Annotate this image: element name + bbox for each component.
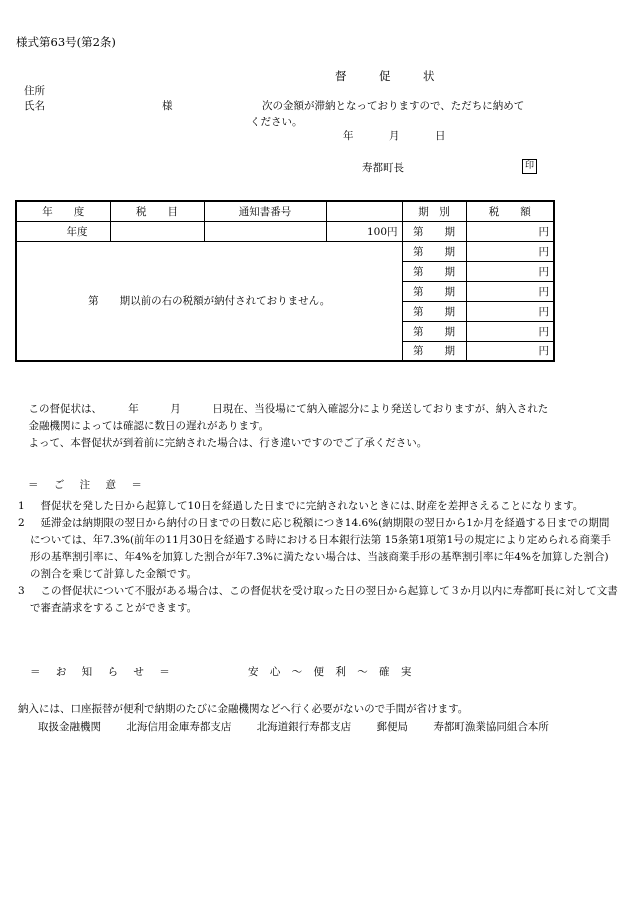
date-month: 月: [389, 130, 400, 142]
issuer-name: 寿都町長: [362, 162, 404, 174]
cell-amount: 円: [466, 261, 554, 281]
table-header-row: [16, 201, 554, 221]
header-year: 年 度: [16, 201, 110, 221]
honorific: 様: [162, 100, 173, 112]
institution-item: 北海信用金庫寿都支店: [126, 721, 232, 733]
note-number: 1: [18, 500, 25, 512]
note-item: [18, 498, 618, 515]
confirmation-paragraph: [18, 401, 618, 452]
cell-period: 第 期: [402, 221, 466, 241]
header-blank: [326, 201, 402, 221]
institution-item: 郵便局: [376, 721, 409, 733]
title-char-1: 督: [335, 69, 347, 83]
cell-amount: 円: [466, 221, 554, 241]
cell-amount: 円: [466, 321, 554, 341]
cell-amount: 円: [466, 341, 554, 361]
cell-period: 第 期: [402, 241, 466, 261]
cell-tax-item: [110, 221, 204, 241]
note-item: [18, 583, 618, 617]
info-heading: ＝ お 知 ら せ ＝: [30, 666, 176, 678]
paragraph-line: 金融機関によっては確認に数日の遅れがあります。: [18, 420, 270, 432]
info-slogan: 安 心 ～ 便 利 ～ 確 実: [248, 666, 416, 678]
issue-date: [343, 131, 481, 142]
note-text: 督促状を発した日から起算して10日を経過した日までに完納されないときには､財産を差押さえることになります。: [30, 500, 584, 512]
note-number: 2: [18, 517, 25, 529]
cell-year: 年度: [16, 221, 110, 241]
institution-item: 寿都町漁業協同組合本所: [433, 721, 549, 733]
notes-section: [18, 477, 618, 617]
cell-amount: 円: [466, 241, 554, 261]
paragraph-line: この督促状は、 年 月 日現在、当役場にて納入確認分により発送しておりますが、納入された: [18, 403, 549, 415]
cell-period: 第 期: [402, 261, 466, 281]
unpaid-notice: 第 期以前の右の税額が納付されておりません。: [16, 241, 402, 361]
cell-period: 第 期: [402, 341, 466, 361]
cell-period: 第 期: [402, 321, 466, 341]
note-number: 3: [18, 585, 25, 597]
form-number: 様式第63号(第2条): [16, 35, 116, 49]
address-label: 住所: [24, 85, 45, 97]
title-char-3: 状: [423, 69, 435, 83]
cell-period: 第 期: [402, 281, 466, 301]
document-title: [335, 71, 467, 83]
institution-list: [38, 719, 571, 734]
cell-amount: 円: [466, 301, 554, 321]
notice-message-line2: ください。: [250, 116, 303, 128]
header-amount: 税 額: [466, 201, 554, 221]
payment-info-line: 納入には、口座振替が便利で納期のたびに金融機関などへ行く必要がないので手間が省けます。: [18, 703, 469, 715]
table-row: [16, 221, 554, 241]
paragraph-line: よって、本督促状が到着前に完納された場合は、行き違いですのでご了承ください。: [18, 437, 428, 449]
cell-fee: 100円: [326, 221, 402, 241]
title-char-2: 促: [379, 69, 391, 83]
name-label: 氏名: [24, 100, 45, 112]
tax-table: [15, 200, 555, 362]
table-row: [16, 241, 554, 261]
notes-heading: ＝ ご 注 意 ＝: [28, 479, 148, 491]
note-item: [18, 515, 618, 583]
institutions-label: 取扱金融機関: [38, 721, 101, 733]
header-period: 期 別: [402, 201, 466, 221]
notice-message-line1: 次の金額が滞納となっておりますので、ただちに納めて: [262, 100, 525, 112]
institution-item: 北海道銀行寿都支店: [256, 721, 352, 733]
date-year: 年: [343, 130, 354, 142]
cell-period: 第 期: [402, 301, 466, 321]
header-tax-item: 税 目: [110, 201, 204, 221]
date-day: 日: [435, 130, 446, 142]
cell-amount: 円: [466, 281, 554, 301]
header-notice-number: 通知書番号: [204, 201, 326, 221]
note-text: この督促状について不服がある場合は、この督促状を受け取った日の翌日から起算して３か月以内に寿都町長に対して文書で審査請求をすることができます。: [30, 585, 618, 614]
note-text: 延滞金は納期限の翌日から納付の日までの日数に応じ税額につき14.6%(納期限の翌日から1か月を経過する日までの期間については、年7.3%(前年の11月30日を経過する時における日本銀行法第 15条第1項第1号の規定により定められる商業手形の基準割引率に、年4%を加算した割合が年7.3%に満たない場合は、当該商業手形の基準割引率に年4%を加算した割合)の割合を乗じて計算した金額です。: [30, 517, 611, 580]
seal-box: 印: [522, 159, 537, 174]
cell-notice-number: [204, 221, 326, 241]
